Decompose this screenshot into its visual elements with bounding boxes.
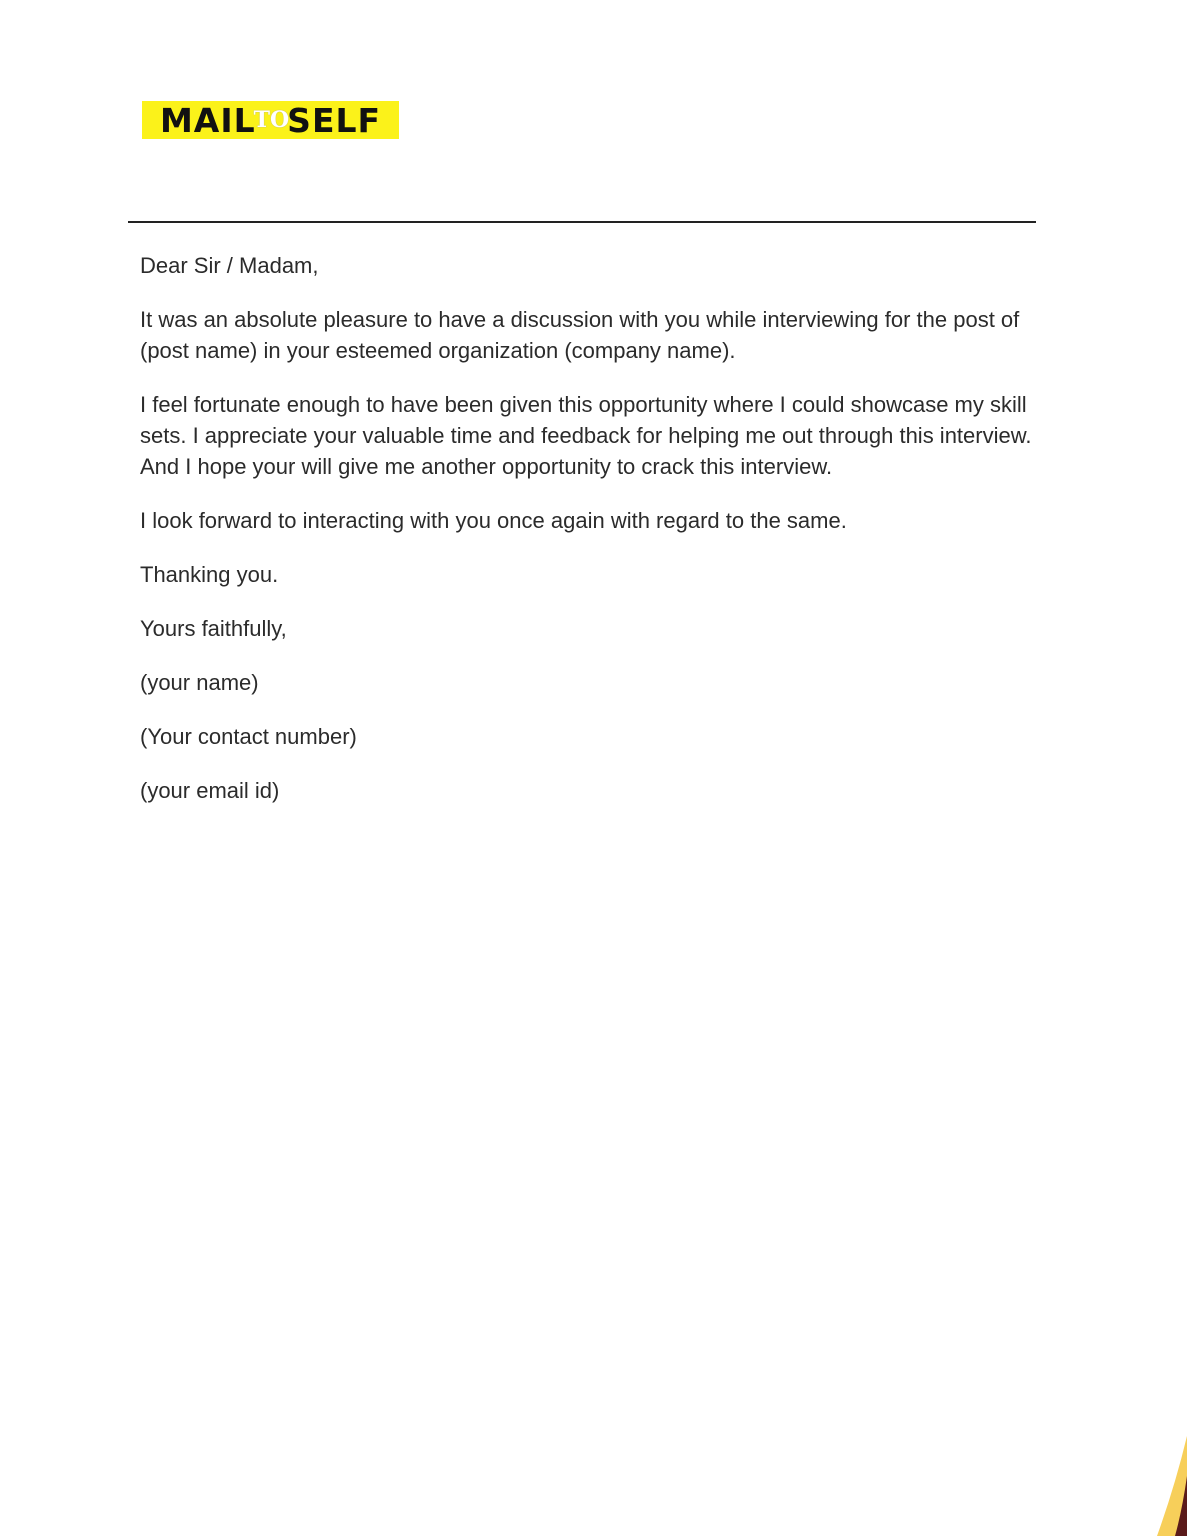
corner-decoration [1147,1436,1187,1536]
sender-email: (your email id) [140,778,280,803]
paragraph-2: I feel fortunate enough to have been given this opportunity where I could showcase my skill sets. I appreciate your valuable time and feedback for helping me out through this interview. And I hope your will give me another opportunity to crack this interview. [140,392,1032,479]
thanks-line: Thanking you. [140,562,279,587]
header-divider [128,221,1036,223]
paragraph-1: It was an absolute pleasure to have a discussion with you while interviewing for the post of (post name) in your esteemed organization (company name). [140,307,1020,363]
salutation: Dear Sir / Madam, [140,253,319,278]
logo-text-mail: MAIL [159,100,256,140]
sender-name: (your name) [140,670,259,695]
closing: Yours faithfully, [140,616,287,641]
letter-body [140,250,1060,829]
logo-text-self: SELF [287,100,382,140]
sender-contact: (Your contact number) [140,724,357,749]
logo-text-to: TO [253,107,290,133]
paragraph-3: I look forward to interacting with you once again with regard to the same. [140,508,847,533]
mailtoself-logo [142,101,399,139]
